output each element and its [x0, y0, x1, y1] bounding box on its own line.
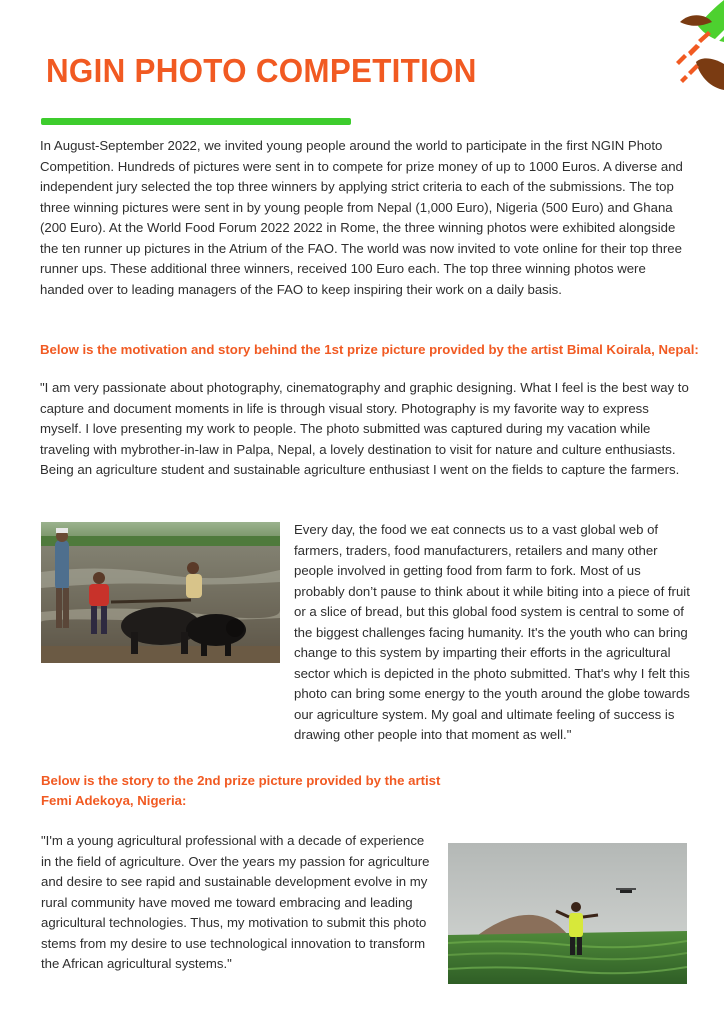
- first-prize-heading: Below is the motivation and story behind the 1st prize picture provided by the artist Bimal Koirala, Nepal:: [40, 342, 699, 357]
- second-prize-quote: "I'm a young agricultural professional with a decade of experience in the field of agriculture. Over the years my passion for agriculture and desire to see rapid and sustainable development evolve in my rural community have moved me toward embracing and leading agricultural technologies. Thus, my motivation to submit this photo stems from my desire to use technological innovation to transform the African agricultural systems.": [41, 833, 430, 971]
- title-underline: [41, 118, 351, 125]
- first-prize-quote: "I am very passionate about photography, cinematography and graphic designing. What I feel is the best way to capture and document moments in life is through visual story. Photography is my favorite way to express myself. I love presenting my work to people. The photo submitted was captured during my vacation while traveling with mybrother-in-law in Palpa, Nepal, a lovely destination to visit for nature and culture enthusiasts. Being an agriculture student and sustainable agriculture enthusiast I went on the fields to capture the farmers.: [40, 380, 689, 477]
- second-prize-photo: [448, 843, 687, 984]
- first-prize-photo: [41, 522, 280, 663]
- ngin-logo: [636, 0, 724, 92]
- second-prize-heading-line1: Below is the story to the 2nd prize picture provided by the artist: [41, 773, 441, 788]
- first-prize-story: Every day, the food we eat connects us to a vast global web of farmers, traders, food manufacturers, retailers and many other people involved in getting food from farm to fork. Most of us probably don’t pause to think about it while biting into a piece of fruit or a slice of bread, but this global food system is central to some of the biggest challenges facing humanity. It's the youth who can bring change to this system by imparting their efforts in the agricultural sector which is depicted in the photo submitted. That's why I felt this photo can bring some energy to the youth around the globe towards our agriculture system. My goal and ultimate feeling of success is drawing other people into that moment as well.": [294, 522, 690, 742]
- intro-paragraph: In August-September 2022, we invited young people around the world to participate in the first NGIN Photo Competition. Hundreds of pictures were sent in to compete for prize money of up to 1000 Euros. A diverse and independent jury selected the top three winners by applying strict criteria to each of the submissions. The top three winning pictures were sent in by young people from Nepal (1,000 Euro), Nigeria (500 Euro) and Ghana (200 Euro). At the World Food Forum 2022 2022 in Rome, the three winning photos were exhibited alongside the ten runner up pictures in the Atrium of the FAO. The world was now invited to vote online for their top three runner ups. These additional three winners, received 100 Euro each. The top three winning photos were handed over to leading managers of the FAO to keep inspiring their work on a daily basis.: [40, 138, 683, 297]
- second-prize-heading: [41, 771, 441, 811]
- second-prize-heading-line2: Femi Adekoya, Nigeria:: [41, 793, 187, 808]
- page-title: NGIN PHOTO COMPETITION: [46, 52, 477, 89]
